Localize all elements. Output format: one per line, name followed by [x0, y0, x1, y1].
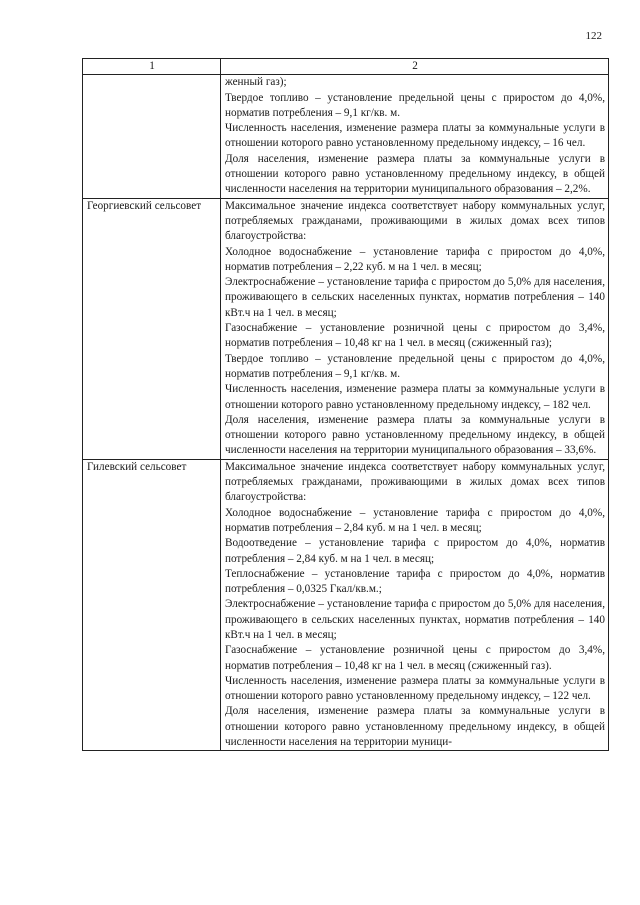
paragraph: Холодное водоснабжение – установление тарифа с приростом до 4,0%, норматив потребления – 2,22 куб. м на 1 чел. в месяц;: [225, 245, 605, 273]
paragraph: Твердое топливо – установление предельной цены с приростом до 4,0%, норматив потребления – 9,1 кг/кв. м.: [225, 91, 605, 119]
paragraph: женный газ);: [225, 76, 287, 89]
paragraph: Максимальное значение индекса соответствует набору коммунальных услуг, потребляемых гражданами, проживающими в жилых домах всех типов благоустройства:: [225, 460, 605, 504]
description-cell: [221, 459, 609, 751]
municipality-cell: [83, 198, 221, 459]
paragraph: Численность населения, изменение размера платы за коммунальные услуги в отношении которого равно установленному предельному индексу, – 122 чел.: [225, 674, 605, 703]
paragraph: Доля населения, изменение размера платы за коммунальные услуги в отношении которого равно установленному предельному индексу, в общей численности населения на территории муници-: [225, 705, 605, 749]
paragraph: Водоотведение – установление тарифа с приростом до 4,0%, норматив потребления – 2,84 куб. м на 1 чел. в месяц;: [225, 537, 605, 565]
paragraph: Теплоснабжение – установление тарифа с приростом до 4,0%, норматив потребления – 0,0325 Гкал/кв.м.;: [225, 567, 605, 596]
column-header-2: 2: [221, 59, 609, 75]
table-row: [83, 459, 609, 751]
municipality-cell: [83, 459, 221, 751]
municipality-cell: [83, 75, 221, 198]
description-cell: [221, 75, 609, 198]
description-cell: [221, 198, 609, 459]
paragraph: Газоснабжение – установление розничной цены с приростом до 3,4%, норматив потребления – 10,48 кг на 1 чел. в месяц (сжиженный газ).: [225, 644, 605, 672]
paragraph: Твердое топливо – установление предельной цены с приростом до 4,0%, норматив потребления – 9,1 кг/кв. м.: [225, 352, 605, 380]
paragraph: Электроснабжение – установление тарифа с приростом до 5,0% для населения, проживающего в сельских населенных пунктах, норматив потребления – 140 кВт.ч на 1 чел. в месяц;: [225, 276, 605, 319]
table-row: [83, 198, 609, 459]
page-number: 122: [585, 30, 602, 42]
header-row: [83, 59, 609, 75]
municipality-name: Гилевский сельсовет: [87, 460, 187, 473]
column-header-1: 1: [83, 59, 221, 75]
paragraph: Численность населения, изменение размера платы за коммунальные услуги в отношении которого равно установленному предельному индексу, – 182 чел.: [225, 383, 605, 411]
paragraph: Доля населения, изменение размера платы за коммунальные услуги в отношении которого равно установленному предельному индексу, в общей численности населения на территории муниципального образования – 2,2%.: [225, 152, 605, 196]
indices-table: [82, 58, 609, 751]
table-row: [83, 75, 609, 198]
paragraph: Доля населения, изменение размера платы за коммунальные услуги в отношении которого равно установленному предельному индексу, в общей численности населения на территории муниципального образования – 33,6%.: [225, 413, 605, 457]
paragraph: Электроснабжение – установление тарифа с приростом до 5,0% для населения, проживающего в сельских населенных пунктах, норматив потребления – 140 кВт.ч на 1 чел. в месяц;: [225, 598, 605, 641]
paragraph: Холодное водоснабжение – установление тарифа с приростом до 4,0%, норматив потребления – 2,84 куб. м на 1 чел. в месяц;: [225, 506, 605, 534]
paragraph: Численность населения, изменение размера платы за коммунальные услуги в отношении которого равно установленному предельному индексу, – 16 чел.: [225, 122, 605, 150]
paragraph: Максимальное значение индекса соответствует набору коммунальных услуг, потребляемых гражданами, проживающими в жилых домах всех типов благоустройства:: [225, 199, 605, 243]
paragraph: Газоснабжение – установление розничной цены с приростом до 3,4%, норматив потребления – 10,48 кг на 1 чел. в месяц (сжиженный газ);: [225, 322, 605, 350]
municipality-name: Георгиевский сельсовет: [87, 199, 202, 212]
